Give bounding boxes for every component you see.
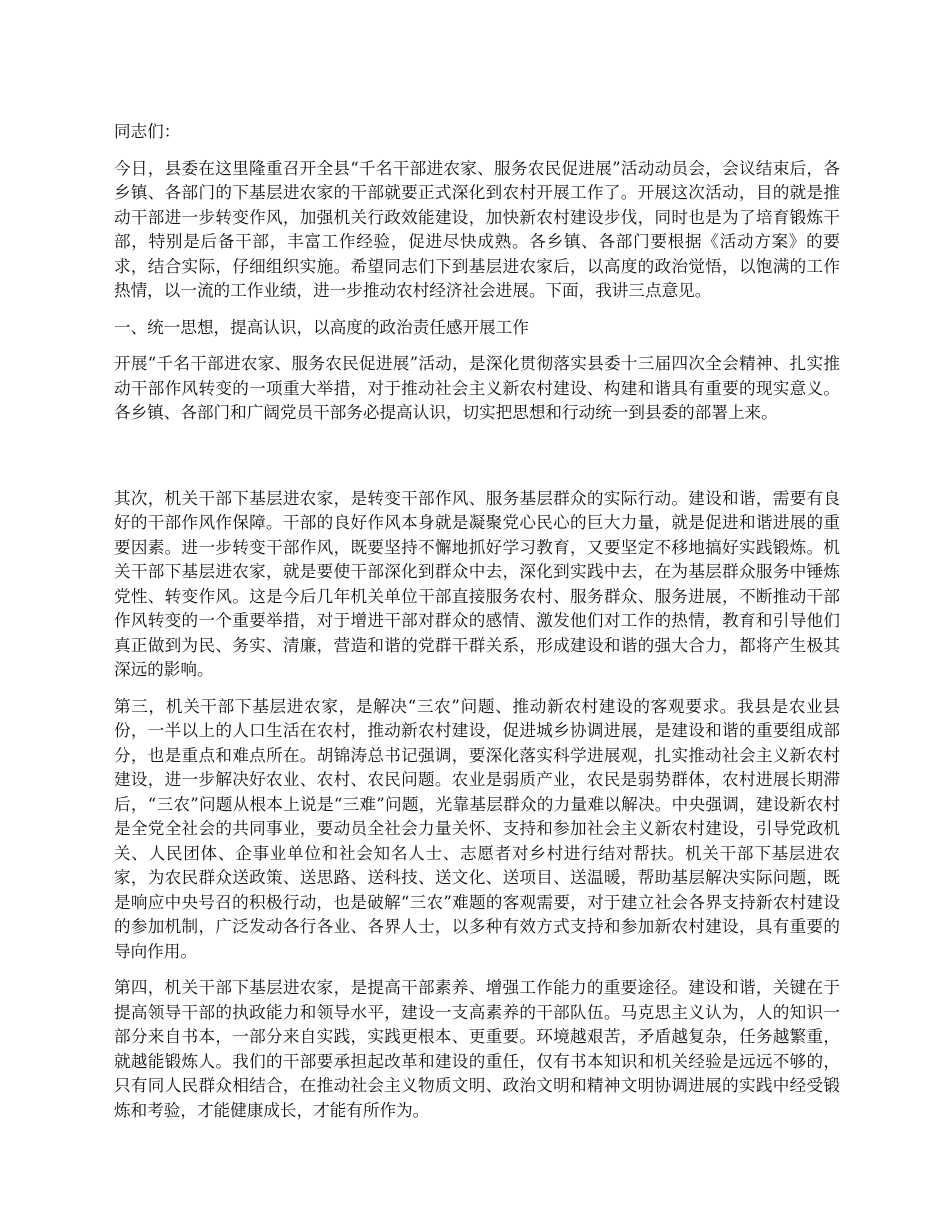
paragraph-fourth: 第四，机关干部下基层进农家，是提高干部素养、增强工作能力的重要途径。建设和谐，关键在于提高领导干部的执政能力和领导水平，建设一支高素养的干部队伍。马克思主义认为，人的知识一部分来自书本，一部分来自实践，实践更根本、更重要。环境越艰苦，矛盾越复杂，任务越繁重，就越能锻炼人。我们的干部要承担起改革和建设的重任，仅有书本知识和机关经验是远远不够的，只有同人民群众相结合，在推动社会主义物质文明、政治文明和精神文明协调进展的实践中经受锻炼和考验，才能健康成长，才能有所作为。 (114, 978, 840, 1120)
intro-paragraph: 今日，县委在这里隆重召开全县“千名干部进农家、服务农民促进展”活动动员会，会议结束后，各乡镇、各部门的下基层进农家的干部就要正式深化到农村开展工作了。开展这次活动，目的就是推动干部进一步转变作风，加强机关行政效能建设，加快新农村建设步伐，同时也是为了培育锻炼干部，特别是后备干部，丰富工作经验，促进尽快成熟。各乡镇、各部门要根据《活动方案》的要求，结合实际，仔细组织实施。希望同志们下到基层进农家后，以高度的政治觉悟，以饱满的工作热情，以一流的工作业绩，进一步推动农村经济社会进展。下面，我讲三点意见。 (114, 158, 840, 300)
document-body (114, 120, 840, 1123)
salutation: 同志们： (114, 122, 181, 141)
section-heading: 一、统一思想，提高认识，以高度的政治责任感开展工作 (114, 317, 529, 337)
paragraph-second: 其次，机关干部下基层进农家，是转变干部作风、服务基层群众的实际行动。建设和谐，需要有良好的干部作风作保障。干部的良好作风本身就是凝聚党心民心的巨大力量，就是促进和谐进展的重要因素。进一步转变干部作风，既要坚持不懈地抓好学习教育，又要坚定不移地搞好实践锻炼。机关干部下基层进农家，就是要使干部深化到群众中去，深化到实践中去，在为基层群众服务中锤炼党性、转变作风。这是今后几年机关单位干部直接服务农村、服务群众、服务进展，不断推动干部作风转变的一个重要举措，对于增进干部对群众的感情、激发他们对工作的热情，教育和引导他们真正做到为民、务实、清廉，营造和谐的党群干群关系，形成建设和谐的强大合力，都将产生极其深远的影响。 (114, 488, 840, 679)
paragraph-third: 第三，机关干部下基层进农家，是解决“三农”问题、推动新农村建设的客观要求。我县是农业县份，一半以上的人口生活在农村，推动新农村建设，促进城乡协调进展，是建设和谐的重要组成部分，也是重点和难点所在。胡锦涛总书记强调，要深化落实科学进展观，扎实推动社会主义新农村建设，进一步解决好农业、农村、农民问题。农业是弱质产业，农民是弱势群体，农村进展长期滞后，“三农”问题从根本上说是“三难”问题，光靠基层群众的力量难以解决。中央强调，建设新农村是全党全社会的共同事业，要动员全社会力量关怀、支持和参加社会主义新农村建设，引导党政机关、人民团体、企事业单位和社会知名人士、志愿者对乡村进行结对帮扶。机关干部下基层进农家，为农民群众送政策、送思路、送科技、送文化、送项目、送温暖，帮助基层解决实际问题，既是响应中央号召的积极行动，也是破解“三农”难题的客观需要，对于建立社会各界支持新农村建设的参加机制，广泛发动各行各业、各界人士，以多种有效方式支持和参加新农村建设，具有重要的导向作用。 (114, 696, 840, 961)
paragraph-first: 开展“千名干部进农家、服务农民促进展”活动，是深化贯彻落实县委十三届四次全会精神、扎实推动干部作风转变的一项重大举措，对于推动社会主义新农村建设、构建和谐具有重要的现实意义。各乡镇、各部门和广阔党员干部务必提高认识，切实把思想和行动统一到县委的部署上来。 (114, 354, 840, 422)
